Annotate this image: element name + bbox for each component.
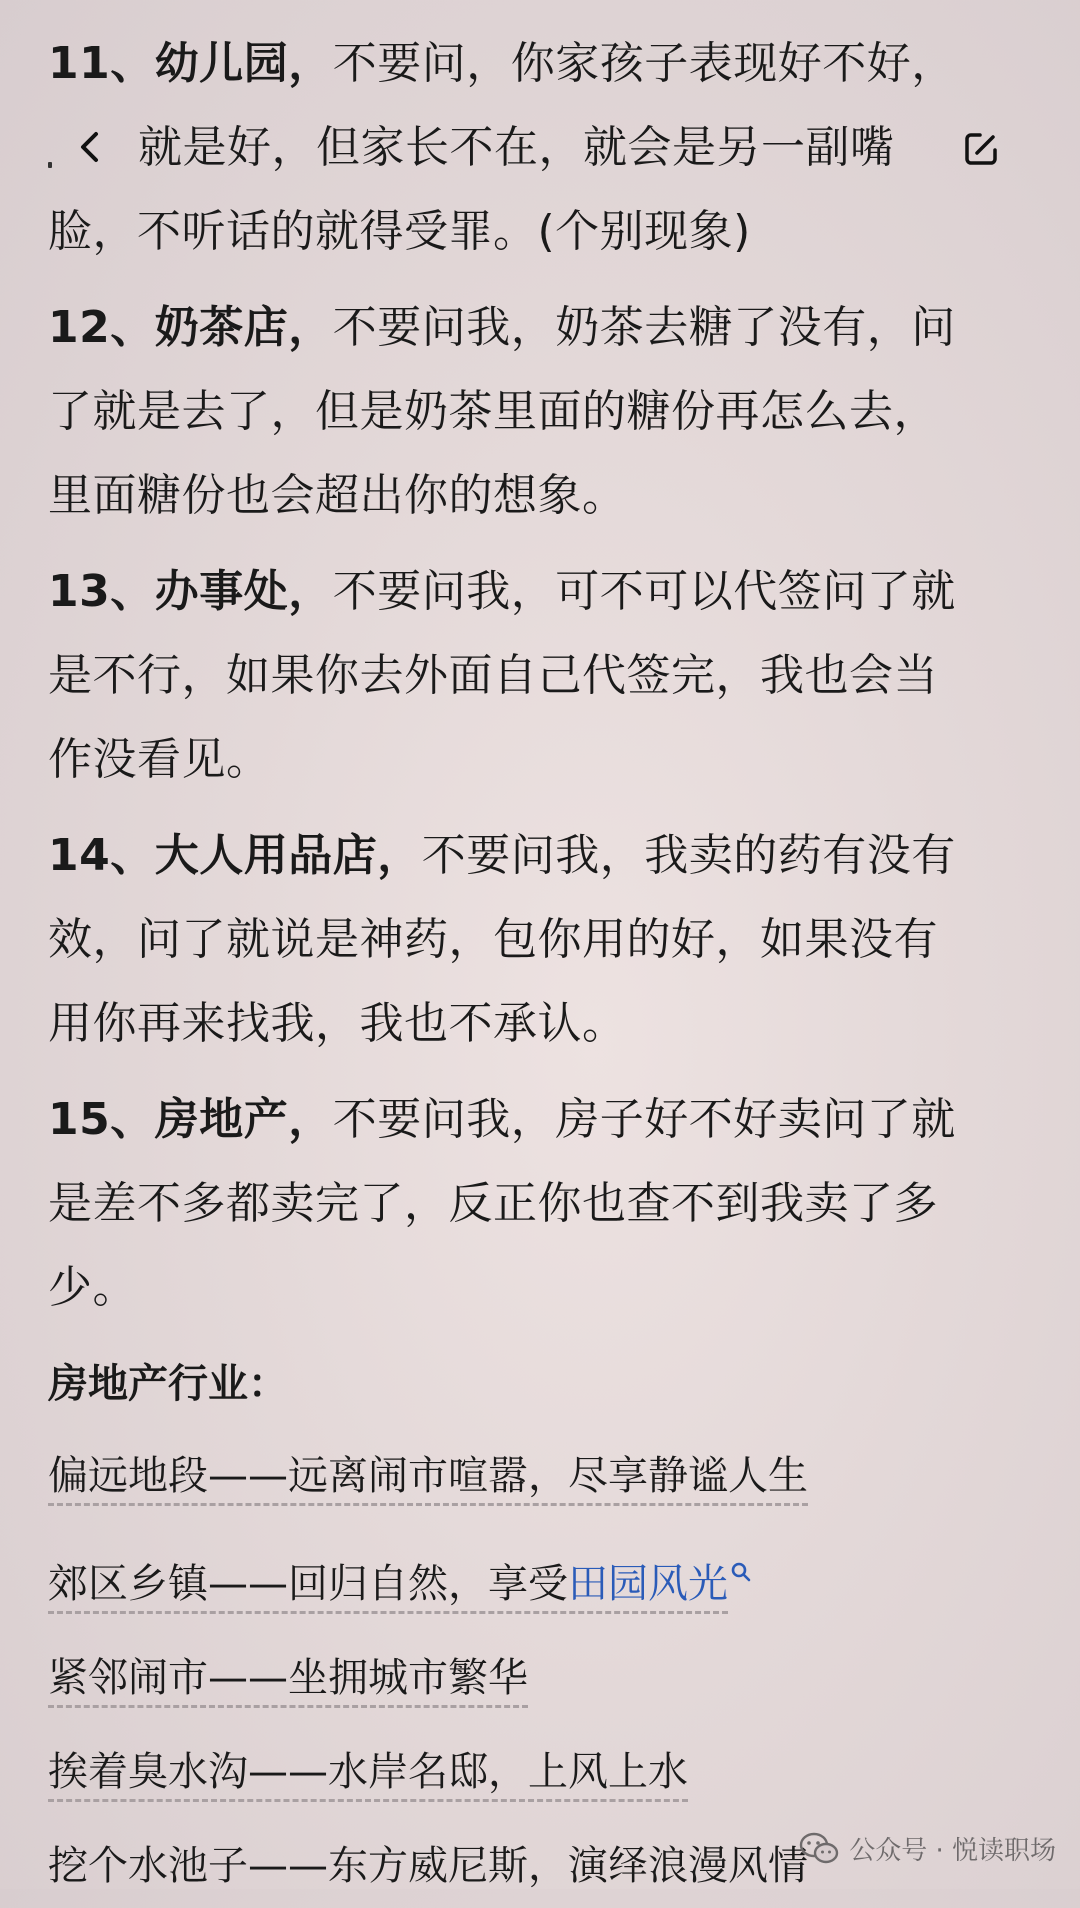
section-title: 房地产行业： bbox=[48, 1361, 288, 1407]
paragraph-line bbox=[48, 814, 1040, 898]
paragraph-text: 就是好，但家长不在，就会是另一副嘴 bbox=[138, 122, 895, 173]
slogan-text-with-link bbox=[48, 1561, 728, 1614]
paragraph-text: 脸，不听话的就得受罪。(个别现象) bbox=[48, 206, 751, 257]
paragraph-text: 里面糖份也会超出你的想象。 bbox=[48, 470, 627, 521]
slogan-text: 郊区乡镇——回归自然，享受 bbox=[48, 1561, 568, 1608]
slogan-text: 挨着臭水沟——水岸名邸，上风上水 bbox=[48, 1749, 688, 1802]
paragraph-text: 效，问了就说是神药，包你用的好，如果没有 bbox=[48, 914, 938, 965]
paragraph-lead: 13、办事处， bbox=[48, 566, 333, 617]
watermark-text: 公众号 · 悦读职场 bbox=[849, 1836, 1056, 1866]
paragraph-text: 作没看见。 bbox=[48, 734, 271, 785]
wechat-icon bbox=[799, 1832, 839, 1866]
paragraph-lead: 12、奶茶店， bbox=[48, 302, 333, 353]
paragraph-11 bbox=[48, 22, 1040, 274]
paragraph-text: 是不行，如果你去外面自己代签完，我也会当 bbox=[48, 650, 938, 701]
paragraph-lead: 11、幼儿园， bbox=[48, 38, 333, 89]
chevron-left-icon bbox=[76, 130, 102, 164]
back-button[interactable] bbox=[46, 112, 132, 182]
watermark bbox=[799, 1830, 1056, 1867]
edit-square-icon bbox=[962, 130, 1000, 168]
paragraph-lead: 15、房地产， bbox=[48, 1094, 333, 1145]
paragraph-text: 少。 bbox=[48, 1262, 137, 1313]
paragraph-text: 用你再来找我，我也不承认。 bbox=[48, 998, 627, 1049]
paragraph-line bbox=[48, 106, 1040, 190]
paragraph-15 bbox=[48, 1078, 1040, 1330]
paragraph-lead: 14、大人用品店， bbox=[48, 830, 422, 881]
paragraph-text: 不要问我，我卖的药有没有 bbox=[421, 830, 956, 881]
search-link[interactable]: 田园风光 bbox=[568, 1561, 728, 1608]
slogan-text: 偏远地段——远离闹市喧嚣，尽享静谧人生 bbox=[48, 1453, 808, 1506]
paragraph-text: 是差不多都卖完了，反正你也查不到我卖了多 bbox=[48, 1178, 938, 1229]
paragraph-line bbox=[48, 1078, 1040, 1162]
paragraph-text: 不要问我，房子好不好卖问了就 bbox=[332, 1094, 956, 1145]
edit-button[interactable] bbox=[956, 124, 1006, 174]
slogan-text: 挖个水池子——东方威尼斯，演绎浪漫风情 bbox=[48, 1843, 808, 1890]
paragraph-line bbox=[48, 286, 1040, 370]
paragraph-text: 不要问我，可不可以代签问了就 bbox=[332, 566, 956, 617]
paragraph-text: 了就是去了，但是奶茶里面的糖份再怎么去， bbox=[48, 386, 938, 437]
paragraph-line bbox=[48, 550, 1040, 634]
paragraph-12 bbox=[48, 286, 1040, 538]
slogan-item bbox=[48, 1434, 1040, 1518]
paragraph-text: 不要问我，奶茶去糖了没有，问 bbox=[332, 302, 956, 353]
slogan-item bbox=[48, 1730, 1040, 1814]
paragraph-line bbox=[48, 22, 1040, 106]
paragraph-13 bbox=[48, 550, 1040, 802]
slogan-text: 紧邻闹市——坐拥城市繁华 bbox=[48, 1655, 528, 1708]
paragraph-text: 不要问，你家孩子表现好不好， bbox=[332, 38, 956, 89]
paragraph-14 bbox=[48, 814, 1040, 1066]
slogan-item bbox=[48, 1528, 1040, 1626]
slogan-item bbox=[48, 1636, 1040, 1720]
search-icon[interactable] bbox=[730, 1528, 752, 1612]
